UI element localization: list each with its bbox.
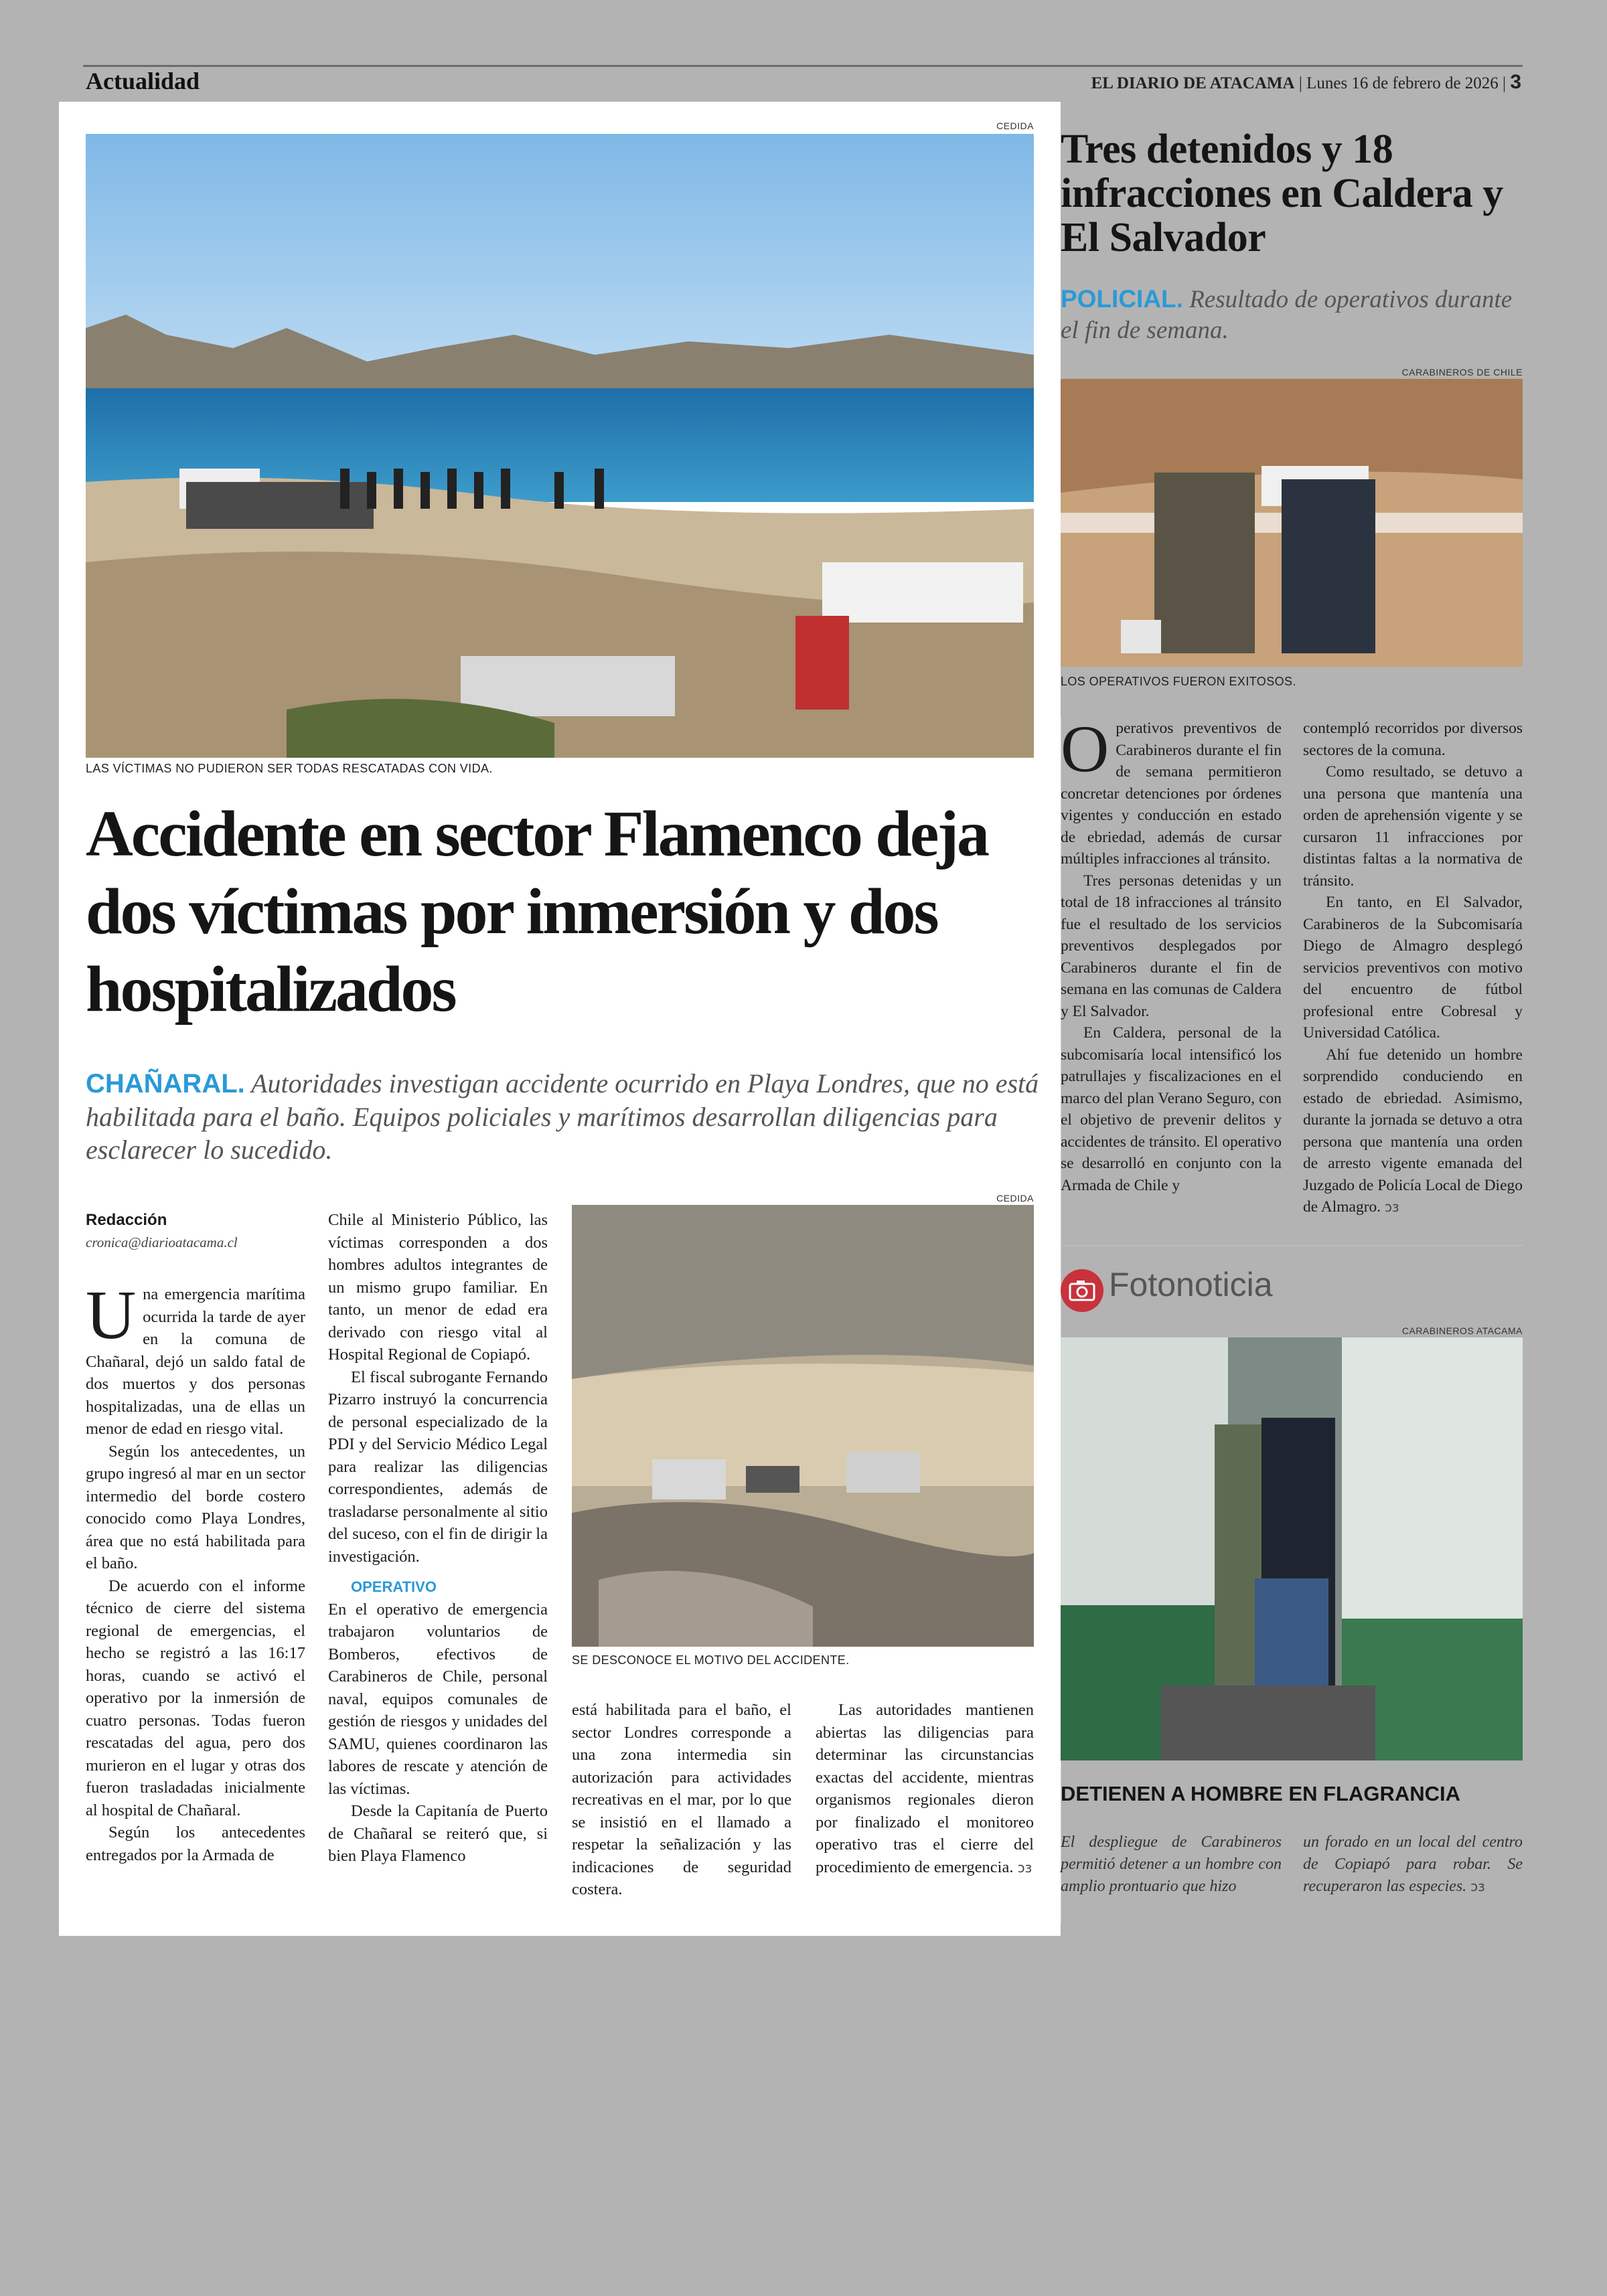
arrest-photo: [1061, 379, 1523, 667]
article-column-4: [816, 1699, 1034, 1879]
paragraph-6: En el operativo de emergencia trabajaron voluntarios de Bomberos, efectivos de Carabineros de Chile, personal naval, equipos comunales de gestión de riesgos y unidades del SAMU, quienes coordinaron las labores de rescate y atención de las víctimas.: [328, 1600, 548, 1798]
article-column-3: [572, 1699, 791, 1901]
side-paragraph-1: Operativos preventivos de Carabineros durante el fin de semana permitieron concretar detenciones por órdenes vigentes y conducción en estado de ebriedad, además de cursar múltiples infracciones al tránsito.: [1061, 712, 1282, 868]
deck-text: Autoridades investigan accidente ocurrido en Playa Londres, que no está habilitada para el baño. Equipos policiales y marítimos desarrollan diligencias para esclarecer lo sucedido.: [86, 1068, 1039, 1165]
beach-rescue-photo: [86, 134, 1034, 758]
paragraph-5: El fiscal subrogante Fernando Pizarro instruyó la concurrencia de personal especializado de la PDI y del Servicio Médico Legal para realizar las diligencias correspondientes, además de trasladarse personalmente al sitio del suceso, con el fin de dirigir la investigación.: [328, 1368, 548, 1566]
side-kicker: POLICIAL.: [1061, 285, 1183, 313]
side-paragraph-3-cont: contempló recorridos por diversos sectores de la comuna.: [1303, 720, 1523, 759]
paragraph-4: Según los antecedentes entregados por la Armada de: [86, 1823, 305, 1864]
side-column-2: [1303, 718, 1523, 1218]
header-rule: [83, 65, 1523, 67]
photo2-caption: SE DESCONOCE EL MOTIVO DEL ACCIDENTE.: [572, 1653, 850, 1667]
photo2-credit: CEDIDA: [996, 1193, 1034, 1204]
side-end-mark: ↄз: [1385, 1199, 1399, 1215]
foto-credit: CARABINEROS ATACAMA: [1401, 1325, 1523, 1336]
masthead: EL DIARIO DE ATACAMA | Lunes 16 de febrero de 2026 | 3: [1091, 71, 1521, 93]
paragraph-3: De acuerdo con el informe técnico de cierre del sistema regional de emergencias, el hecho se registró a las 16:17 horas, cuando se activó el operativo por la inmersión de cuatro personas. Todas fueron rescatadas del agua, pero dos murieron en el lugar y otras dos fueron trasladadas inicialmente al hospital de Chañaral.: [86, 1576, 305, 1819]
foto-title: DETIENEN A HOMBRE EN FLAGRANCIA: [1061, 1782, 1461, 1805]
paragraph-4-cont: Chile al Ministerio Público, las víctimas corresponden a dos hombres adultos integrantes de un mismo grupo familiar. En tanto, un menor de edad era derivado con riesgo vital al Hospital Regional de Copiapó.: [328, 1211, 548, 1364]
paper-name: EL DIARIO DE ATACAMA: [1091, 74, 1295, 92]
foto-text-1: El despliegue de Carabineros permitió detener a un hombre con amplio prontuario que hizo: [1061, 1833, 1282, 1895]
photo-credit: CEDIDA: [996, 120, 1034, 131]
side-paragraph-4: Como resultado, se detuvo a una persona que mantenía una orden de aprehensión vigente y se cursaron 11 infracciones por distintas faltas a la normativa de tránsito.: [1303, 763, 1523, 890]
page-number: 3: [1510, 71, 1521, 93]
side-column-1: [1061, 712, 1282, 1196]
side-photo-caption: LOS OPERATIVOS FUERON EXITOSOS.: [1061, 675, 1296, 688]
paragraph-8: Las autoridades mantienen abiertas las diligencias para determinar las circunstancias exactas del accidente, mientras organismos regionales dieron por finalizado el monitoreo operativo tras el cierre del procedimiento de emergencia. ↄз: [816, 1701, 1034, 1876]
paragraph-1: Una emergencia marítima ocurrida la tarde de ayer en la comuna de Chañaral, dejó un saldo fatal de dos muertos y dos personas hospitalizadas, una de ellas un menor de edad en riesgo vital.: [86, 1277, 305, 1438]
article-column-1: [86, 1209, 305, 1866]
end-mark: ↄз: [1017, 1859, 1032, 1876]
side-headline: Tres detenidos y 18 infracciones en Caldera y El Salvador: [1061, 127, 1503, 260]
photo-caption: LAS VÍCTIMAS NO PUDIERON SER TODAS RESCATADAS CON VIDA.: [86, 762, 493, 775]
side-paragraph-6: Ahí fue detenido un hombre sorprendido conduciendo en estado de ebriedad. Asimismo, durante la jornada se detuvo a otra persona que mantenía una orden de arresto vigente emanada del Juzgado de Policía Local de Diego de Almagro. ↄз: [1303, 1046, 1523, 1216]
issue-date: Lunes 16 de febrero de 2026: [1306, 74, 1499, 92]
foto-text-2: un forado en un local del centro de Copiapó para robar. Se recuperaron las especies. ↄз: [1303, 1833, 1523, 1895]
main-headline: Accidente en sector Flamenco deja dos víctimas por inmersión y dos hospitalizados: [86, 798, 988, 1026]
side-deck: POLICIAL. Resultado de operativos durante el fin de semana.: [1061, 285, 1513, 344]
foto-end-mark: ↄз: [1470, 1878, 1485, 1894]
side-drop-cap: O: [1061, 712, 1109, 786]
flagrancia-photo: [1061, 1337, 1523, 1760]
side-paragraph-2: Tres personas detenidas y un total de 18 infracciones al tránsito fue el resultado de los servicios preventivos desplegados por Carabineros durante el fin de semana en las comunas de Caldera y El Salvador.: [1061, 872, 1282, 1020]
side-paragraph-5: En tanto, en El Salvador, Carabineros de la Subcomisaría Diego de Almagro desplegó servicios preventivos con motivo del encuentro de fútbol profesional entre Cobresal y Universidad Católica.: [1303, 894, 1523, 1042]
section-divider: [1061, 1245, 1523, 1246]
fotonoticia-label: Fotonoticia: [1109, 1266, 1273, 1303]
paragraph-2: Según los antecedentes, un grupo ingresó al mar en un sector intermedio del borde costero conocido como Playa Londres, área que no está habilitada para el baño.: [86, 1442, 305, 1572]
author-email: cronica@diarioatacama.cl: [86, 1234, 238, 1250]
side-photo-credit: CARABINEROS DE CHILE: [1401, 367, 1523, 378]
drop-cap: U: [86, 1277, 137, 1354]
subhead-operativo: OPERATIVO: [351, 1578, 437, 1595]
byline: Redacción: [86, 1211, 167, 1229]
main-deck: [86, 1067, 1043, 1166]
camera-icon: [1061, 1269, 1103, 1312]
side-paragraph-3: En Caldera, personal de la subcomisaría local intensificó los patrullajes y fiscalizaciones en el marco del plan Verano Seguro, con el objetivo de prevenir delitos y accidentes de tránsito. El operativo se desarrolló en conjunto con la Armada de Chile y: [1061, 1024, 1282, 1194]
paragraph-7: Desde la Capitanía de Puerto de Chañaral se reiteró que, si bien Playa Flamenco: [328, 1802, 548, 1865]
location-kicker: CHAÑARAL.: [86, 1069, 245, 1098]
paragraph-7-cont: está habilitada para el baño, el sector Londres corresponde a una zona intermedia sin autorización para actividades recreativas en el mar, por lo que se insistió en el llamado a respetar la señalización y las indicaciones de seguridad costera.: [572, 1701, 791, 1898]
article-column-2: [328, 1209, 548, 1868]
section-title: Actualidad: [86, 68, 200, 94]
accident-site-photo: [572, 1205, 1034, 1647]
